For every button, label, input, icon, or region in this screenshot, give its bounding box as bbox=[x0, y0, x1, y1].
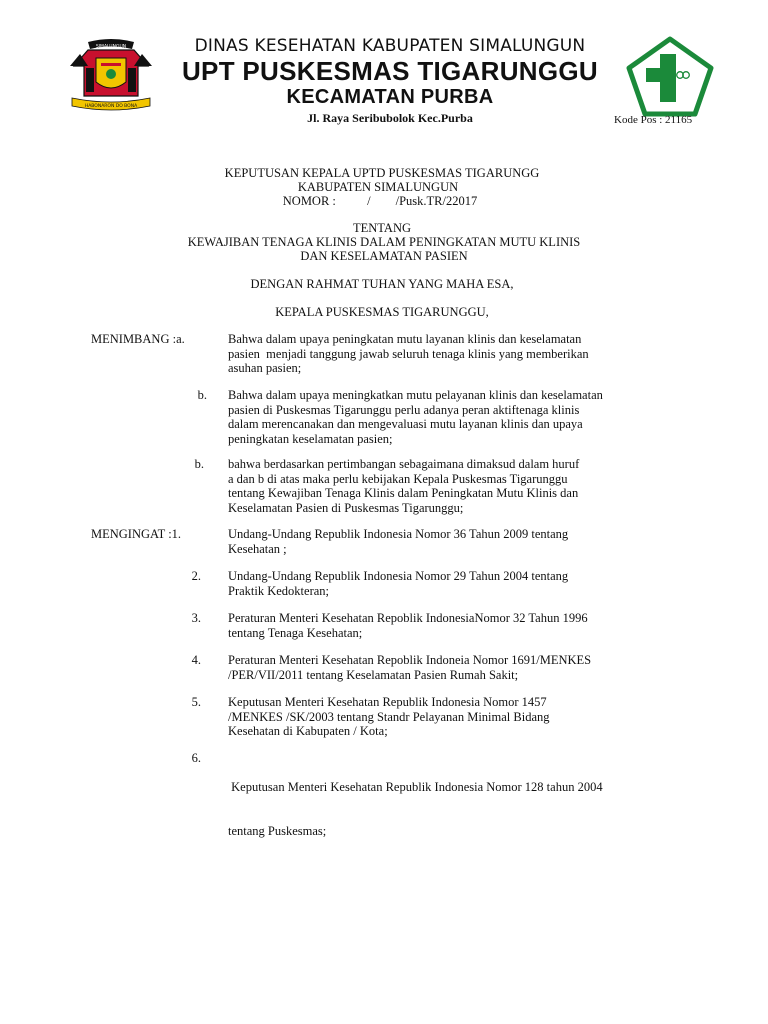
menimbang-label: MENIMBANG :a. bbox=[91, 332, 185, 346]
text-line: Kesehatan ; bbox=[228, 541, 287, 556]
text-line: peningkatan keselamatan pasien; bbox=[228, 431, 393, 446]
decree-title: KEPUTUSAN KEPALA UPTD PUSKESMAS TIGARUNGG bbox=[224, 166, 540, 180]
text-line: a dan b di atas maka perlu kebijakan Kepala Puskesmas Tigarunggu bbox=[228, 471, 568, 486]
text-line: Undang-Undang Republik Indonesia Nomor 36 Tahun 2009 tentang bbox=[228, 527, 569, 541]
text-line: dalam merencanakan dan mengevaluasi mutu layanan klinis dan upaya bbox=[228, 417, 583, 431]
item-marker: 6. bbox=[191, 751, 201, 765]
text-line: Praktik Kedokteran; bbox=[228, 583, 330, 598]
item-marker: 3. bbox=[191, 611, 201, 625]
mengingat-label: MENGINGAT :1. bbox=[91, 527, 182, 541]
text-line: pasien di Puskesmas Tigarunggu perlu adanya peran aktiftenaga klinis bbox=[228, 402, 580, 417]
header-kode-pos: Kode Pos : 21165 bbox=[614, 114, 693, 126]
decree-regency: KABUPATEN SIMALUNGUN bbox=[297, 180, 459, 194]
text-line: Keselamatan Pasien di Puskesmas Tigarunggu; bbox=[228, 500, 464, 515]
decree-subject-1: KEWAJIBAN TENAGA KLINIS DALAM PENINGKATAN MUTU KLINIS bbox=[187, 235, 581, 249]
item-marker: 5. bbox=[191, 695, 201, 709]
mengingat-item bbox=[228, 653, 688, 682]
text-line: tentang Puskesmas; bbox=[228, 823, 327, 838]
decree-subject-2: DAN KESELAMATAN PASIEN bbox=[300, 249, 468, 263]
mengingat-item bbox=[228, 751, 688, 867]
item-marker: 2. bbox=[191, 569, 201, 583]
text-line: Undang-Undang Republik Indonesia Nomor 29 Tahun 2004 tentang bbox=[228, 569, 569, 583]
text-line: /PER/VII/2011 tentang Keselamatan Pasien Rumah Sakit; bbox=[228, 667, 519, 682]
header-address: Jl. Raya Seribubolok Kec.Purba bbox=[307, 111, 473, 125]
header-kecamatan: KECAMATAN PURBA bbox=[286, 86, 494, 108]
mengingat-item bbox=[228, 527, 688, 556]
text-line: Peraturan Menteri Kesehatan Repoblik IndonesiaNomor 32 Tahun 1996 bbox=[228, 611, 588, 625]
text-line: Keputusan Menteri Kesehatan Republik Indonesia Nomor 128 tahun 2004 bbox=[228, 780, 603, 794]
logo-banner-text: SIMALUNGUN bbox=[95, 44, 127, 50]
text-line: Bahwa dalam upaya meningkatkan mutu pelayanan klinis dan keselamatan bbox=[228, 388, 603, 402]
header-dinas: DINAS KESEHATAN KABUPATEN SIMALUNGUN bbox=[194, 36, 586, 56]
decree-tentang: TENTANG bbox=[352, 221, 411, 235]
text-line: pasien menjadi tanggung jawab seluruh tenaga klinis yang memberikan bbox=[228, 346, 589, 361]
text-line: tentang Tenaga Kesehatan; bbox=[228, 625, 363, 640]
item-marker: b. bbox=[197, 388, 207, 402]
mengingat-item bbox=[228, 569, 688, 598]
text-line: Peraturan Menteri Kesehatan Repoblik Indoneia Nomor 1691/MENKES bbox=[228, 653, 592, 667]
mengingat-item bbox=[228, 611, 688, 640]
decree-kepala: KEPALA PUSKESMAS TIGARUNGGU, bbox=[275, 305, 489, 319]
header-upt-title: UPT PUSKESMAS TIGARUNGGU bbox=[181, 56, 598, 86]
text-line: Bahwa dalam upaya peningkatan mutu layanan klinis dan keselamatan bbox=[228, 332, 582, 346]
text-line: bahwa berdasarkan pertimbangan sebagaimana dimaksud dalam huruf bbox=[228, 457, 580, 471]
item-marker: b. bbox=[194, 457, 204, 471]
logo-motto-text: HABONARON DO BONA bbox=[84, 104, 138, 109]
mengingat-item bbox=[228, 695, 688, 739]
text-line: Kesehatan di Kabupaten / Kota; bbox=[228, 724, 388, 738]
item-marker: 4. bbox=[191, 653, 201, 667]
text-line: asuhan pasien; bbox=[228, 361, 302, 375]
decree-rahmat: DENGAN RAHMAT TUHAN YANG MAHA ESA, bbox=[250, 277, 514, 291]
decree-number: NOMOR : / /Pusk.TR/22017 bbox=[282, 194, 478, 208]
text-line: Keputusan Menteri Kesehatan Republik Indonesia Nomor 1457 bbox=[228, 695, 547, 709]
text-line: /MENKES /SK/2003 tentang Standr Pelayanan Minimal Bidang bbox=[228, 709, 550, 724]
text-line: tentang Kewajiban Tenaga Klinis dalam Peningkatan Mutu Klinis dan bbox=[228, 486, 579, 500]
